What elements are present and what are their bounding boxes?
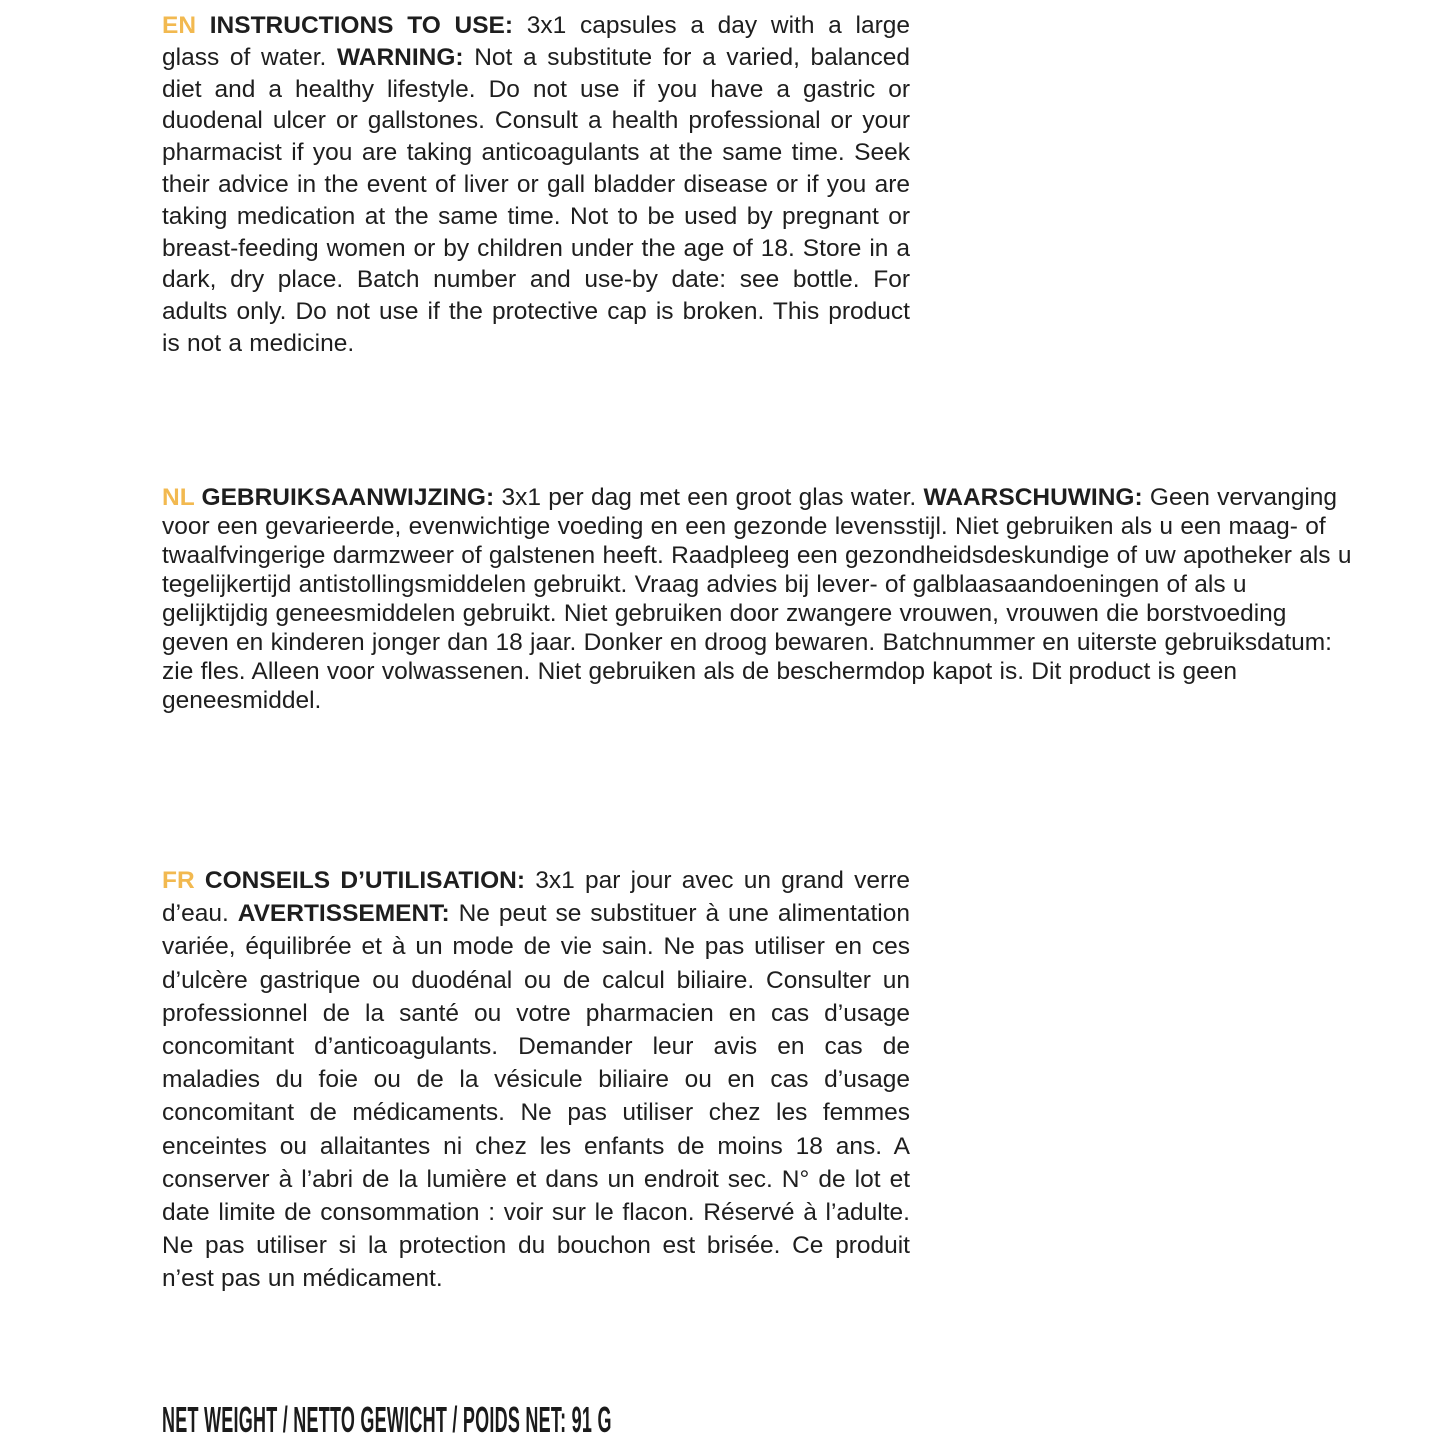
en-instructions-paragraph <box>162 10 910 360</box>
nl-body-2: Geen vervanging voor een gevarieerde, evenwichtige voeding en een gezonde levensstijl. Niet gebruiken als u een maag- of twaalfvingerige darmzweer of galstenen heeft. Raadpleeg een gezondheidsdeskundige of uw apotheker als u tegelijkertijd antistollingsmiddelen gebruikt. Vraag advies bij lever- of galblaasaandoeningen of als u gelijktijdig geneesmiddelen gebruikt. Niet gebruiken door zwangere vrouwen, vrouwen die borstvoeding geven en kinderen jonger dan 18 jaar. Donker en droog bewaren. Batchnummer en uiterste gebruiksdatum: zie fles. Alleen voor volwassenen. Niet gebruiken als de beschermdop kapot is. Dit product is geen geneesmiddel. <box>162 484 1352 714</box>
en-warning-heading: WARNING: <box>336 43 464 71</box>
en-body-1: 3x1 capsules a day with a large glass of water. <box>162 12 910 71</box>
nl-heading: GEBRUIKSAANWIJZING: <box>201 484 495 511</box>
fr-warning-heading: AVERTISSEMENT: <box>237 900 450 928</box>
nl-instructions-paragraph <box>162 483 1357 715</box>
fr-body-2: Ne peut se substituer à une alimentation variée, équilibrée et à un mode de vie sain. Ne pas utiliser en ces d’ulcère gastrique ou duodénal ou de calcul biliaire. Consulter un professionnel de la santé ou votre pharmacien en cas d’usage concomitant d’anticoagulants. Demander leur avis en cas de maladies du foie ou de la vésicule biliaire ou en cas d’usage concomitant de médicaments. Ne pas utiliser chez les femmes enceintes ou allaitantes ni chez les enfants de moins 18 ans. A conserver à l’abri de la lumière et dans un endroit sec. N° de lot et date limite de consommation : voir sur le flacon. Réservé à l’adulte. Ne pas utiliser si la protection du bouchon est brisée. Ce produit n’est pas un médicament. <box>162 900 910 1293</box>
language-tag-en: EN <box>162 12 210 39</box>
en-body-2: Not a substitute for a varied, balanced diet and a healthy lifestyle. Do not use if you have a gastric or duodenal ulcer or gallstones. Consult a health professional or your pharmacist if you are taking anticoagulants at the same time. Seek their advice in the event of liver or gall bladder disease or if you are taking medication at the same time. Not to be used by pregnant or breast-feeding women or by children under the age of 18. Store in a dark, dry place. Batch number and use-by date: see bottle. For adults only. Do not use if the protective cap is broken. This product is not a medicine. <box>162 43 910 357</box>
language-tag-nl: NL <box>162 484 202 511</box>
fr-heading: CONSEILS D’UTILISATION: <box>204 867 526 894</box>
language-tag-fr: FR <box>162 867 205 894</box>
nl-body-1: 3x1 per dag met een groot glas water. <box>494 484 924 511</box>
fr-body-1: 3x1 par jour avec un grand verre d’eau. <box>162 867 910 928</box>
fr-instructions-paragraph <box>162 864 910 1296</box>
net-weight-line: NET WEIGHT / NETTO GEWICHT / POIDS NET: 91 G <box>162 1399 612 1440</box>
nl-warning-heading: WAARSCHUWING: <box>923 484 1143 511</box>
en-heading: INSTRUCTIONS TO USE: <box>209 12 514 39</box>
